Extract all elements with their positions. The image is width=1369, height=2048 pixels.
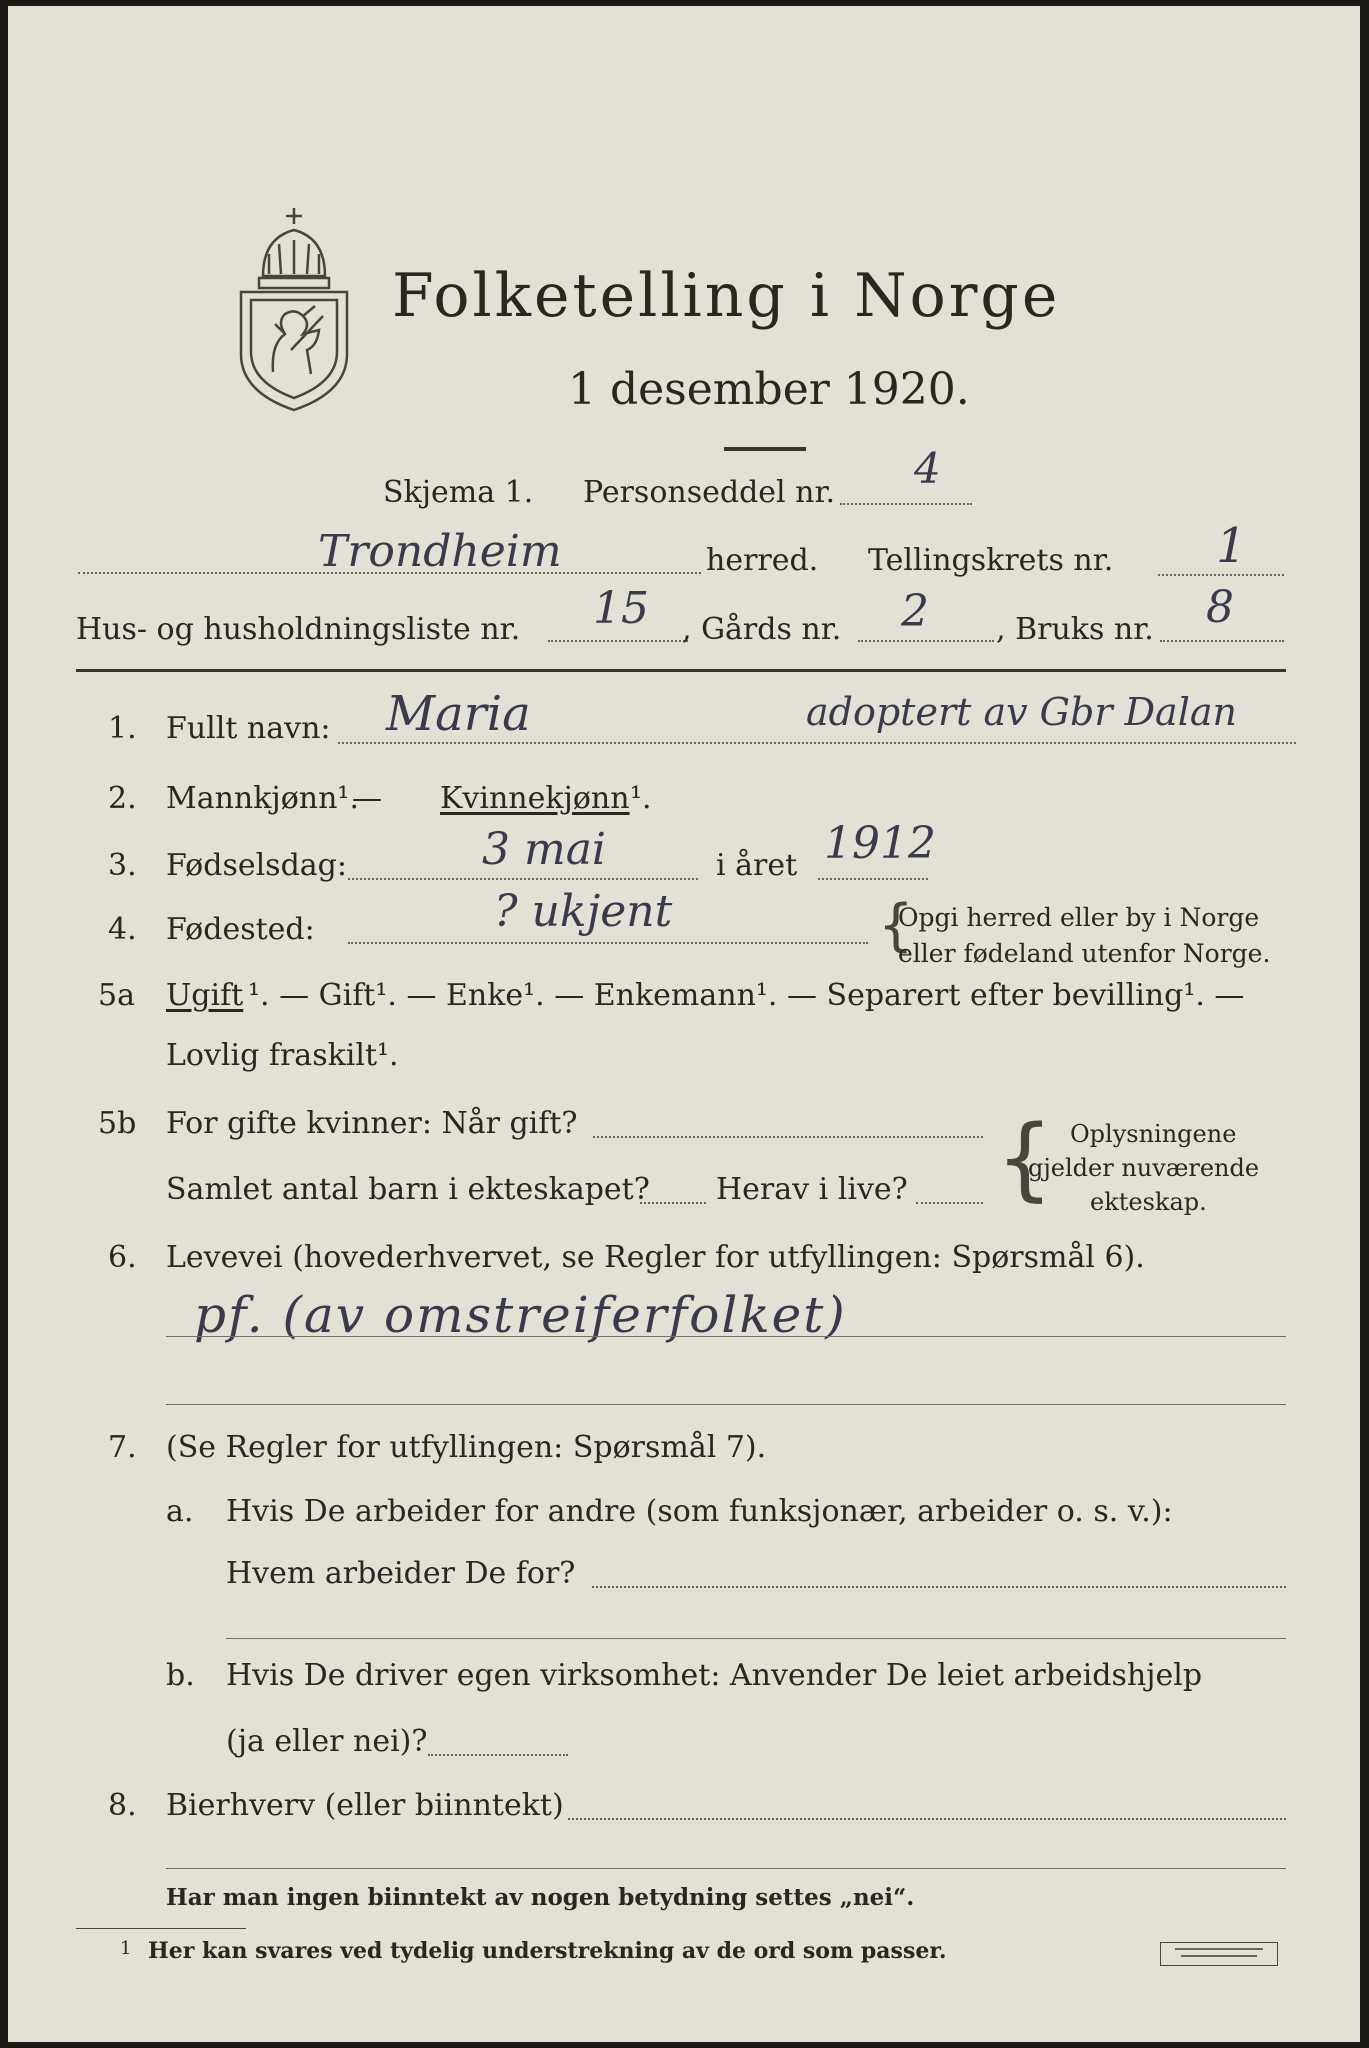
q4-label: Fødested: <box>166 912 315 947</box>
personseddel-field-line <box>840 503 972 505</box>
q2-female-sup: ¹. <box>630 781 652 816</box>
q3-day-value[interactable]: 3 mai <box>482 824 607 875</box>
footer-note: Har man ingen biinntekt av nogen betydning settes „nei“. <box>166 1884 915 1911</box>
q5b-number: 5b <box>98 1106 137 1141</box>
tellingskrets-field-line <box>1158 574 1284 576</box>
personseddel-label: Personseddel nr. <box>583 475 836 510</box>
coat-of-arms-icon <box>233 204 355 414</box>
q2-female-option[interactable]: Kvinnekjønn <box>440 781 630 816</box>
q3-year-value[interactable]: 1912 <box>824 818 936 869</box>
q8-field-line <box>568 1818 1286 1820</box>
herred-value[interactable]: Trondheim <box>318 526 562 577</box>
q5b-live-field-line <box>916 1202 983 1204</box>
q7a-label2: Hvem arbeider De for? <box>226 1556 576 1591</box>
title-divider <box>724 447 806 451</box>
tellingskrets-value[interactable]: 1 <box>1216 518 1247 574</box>
q6-occupation-value[interactable]: pf. (av omstreiferfolket) <box>194 1286 847 1344</box>
q4-birthplace-value[interactable]: ? ukjent <box>494 886 673 937</box>
bruks-field-line <box>1160 640 1284 642</box>
q5b-note-line1: Oplysningene <box>1070 1120 1237 1148</box>
q2-number: 2. <box>108 781 137 816</box>
footnote-divider <box>76 1928 246 1929</box>
form-date: 1 desember 1920. <box>568 364 970 415</box>
q7a-label: Hvis De arbeider for andre (som funksjonær, arbeider o. s. v.): <box>226 1494 1173 1529</box>
hus-field-line <box>548 640 688 642</box>
q1-field-line <box>338 742 1296 744</box>
q7b-field-line <box>428 1754 568 1756</box>
q8-label: Bierhverv (eller biinntekt) <box>166 1788 564 1823</box>
hus-label: Hus- og husholdningsliste nr. <box>76 612 521 647</box>
personseddel-value[interactable]: 4 <box>914 444 941 493</box>
q6-field-line-2 <box>166 1404 1286 1405</box>
gards-label: , Gårds nr. <box>682 612 842 647</box>
skjema-label: Skjema 1. <box>383 475 534 510</box>
footnote-text: Her kan svares ved tydelig understrekning av de ord som passer. <box>148 1938 947 1964</box>
tellingskrets-label: Tellingskrets nr. <box>868 543 1114 578</box>
q5b-note-line3: ekteskap. <box>1090 1188 1207 1216</box>
q3-year-label: i året <box>716 848 798 883</box>
q7-label: (Se Regler for utfyllingen: Spørsmål 7). <box>166 1430 767 1465</box>
gards-field-line <box>858 640 994 642</box>
q5b-brace: { <box>996 1106 1054 1211</box>
q6-label: Levevei (hovederhvervet, se Regler for utfyllingen: Spørsmål 6). <box>166 1240 1145 1275</box>
q7b-label2: (ja eller nei)? <box>226 1724 428 1759</box>
hus-value[interactable]: 15 <box>593 583 649 634</box>
q5b-barn-field-line <box>640 1202 706 1204</box>
q4-brace: { <box>878 893 914 958</box>
census-form-page <box>8 6 1360 2042</box>
printer-stamp <box>1160 1942 1278 1966</box>
q4-note-line2: eller fødeland utenfor Norge. <box>898 939 1271 968</box>
q5b-label3: Herav i live? <box>716 1172 908 1207</box>
q1-label: Fullt navn: <box>166 711 331 746</box>
q1-note-value[interactable]: adoptert av Gbr Dalan <box>806 690 1237 734</box>
q5b-label2: Samlet antal barn i ekteskapet? <box>166 1172 650 1207</box>
q7a-letter: a. <box>166 1494 194 1529</box>
q1-number: 1. <box>108 711 137 746</box>
q4-field-line <box>348 942 868 944</box>
q2-separator: — <box>352 781 382 816</box>
q3-label: Fødselsdag: <box>166 848 347 883</box>
q3-day-field-line <box>348 878 698 880</box>
q6-number: 6. <box>108 1240 137 1275</box>
form-title: Folketelling i Norge <box>392 261 1061 331</box>
q2-male-option[interactable]: Mannkjønn¹. <box>166 781 359 816</box>
q5a-options[interactable]: ¹. — Gift¹. — Enke¹. — Enkemann¹. — Separert efter bevilling¹. — <box>248 978 1245 1013</box>
q3-number: 3. <box>108 848 137 883</box>
q5b-gift-field-line <box>593 1136 983 1138</box>
q1-name-value[interactable]: Maria <box>386 686 531 742</box>
q7a-field-line <box>592 1586 1286 1588</box>
q8-field-line-2 <box>166 1868 1286 1869</box>
gards-value[interactable]: 2 <box>901 586 929 637</box>
herred-label: herred. <box>706 543 819 578</box>
bruks-label: , Bruks nr. <box>996 612 1154 647</box>
bruks-value[interactable]: 8 <box>1206 582 1234 633</box>
header-rule <box>76 669 1286 672</box>
footnote-number: 1 <box>120 1938 132 1959</box>
q7-number: 7. <box>108 1430 137 1465</box>
q8-number: 8. <box>108 1788 137 1823</box>
q7a-field-line-2 <box>226 1638 1286 1639</box>
q6-field-line <box>166 1336 1286 1337</box>
q5a-ugift-option[interactable]: Ugift <box>166 978 244 1013</box>
q5a-number: 5a <box>98 978 135 1013</box>
q4-number: 4. <box>108 912 137 947</box>
q5b-note-line2: gjelder nuværende <box>1028 1154 1260 1182</box>
q5a-fraskilt-option[interactable]: Lovlig fraskilt¹. <box>166 1038 399 1073</box>
q4-note-line1: Opgi herred eller by i Norge <box>898 903 1260 932</box>
q5b-label1: For gifte kvinner: Når gift? <box>166 1106 578 1141</box>
q7b-letter: b. <box>166 1658 195 1693</box>
q3-year-field-line <box>818 878 928 880</box>
q7b-label: Hvis De driver egen virksomhet: Anvender De leiet arbeidshjelp <box>226 1658 1203 1693</box>
